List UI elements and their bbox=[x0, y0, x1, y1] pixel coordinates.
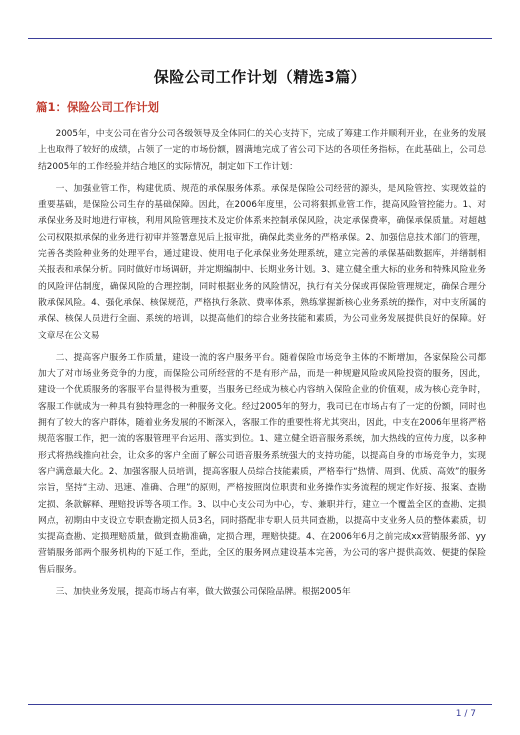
document-body bbox=[38, 126, 486, 606]
paragraph-section-2: 二、提高客户服务工作质量，建设一流的客户服务平台。随着保险市场竞争主体的不断增加，各家保险公司都加大了对市场业务竞争的力度，而保险公司所经营的不是有形产品，而是一种规避风险或风险投资的服务，因此，建设一个优质服务的客服平台显得极为重要，当服务已经成为核心内容纳入保险企业的价值观，成为核心竞争时，客服工作就成为一种具有独特理念的一种服务文化。经过2005年的努力，我司已在市场占有了一定的份额，同时也拥有了较大的客户群体，随着业务发展的不断深入，客服工作的重要性将尤其突出，因此，中支在2006年里将严格规范客服工作，把一流的客服管理平台运用、落实到位。1、建立健全语音服务系统，加大热线的宣传力度，以多种形式将热线推向社会，让众多的客户全面了解公司语音服务系统强大的支持功能，以提高自身的市场竞争力，实现客户满意最大化。2、加强客服人员培训，提高客服人员综合技能素质，严格奉行“热情、周到、优质、高效”的服务宗旨，坚持“主动、迅速、准确、合理”的原则，严格按照岗位职责和业务操作实务流程的规定作好接、报案、查勘定损、条款解释、理赔投诉等各项工作。3、以中心支公司为中心，专、兼职并行，建立一个覆盖全区的查勘、定损网点，初期由中支设立专职查勘定损人员3名，同时搭配非专职人员共同查勘，以提高中支业务人员的整体素质，切实提高查勘、定损理赔质量，做到查勘准确，定损合理，理赔快捷。4、在2006年6月之前完成xx营销服务部、yy营销服务部两个服务机构的下延工作，至此，全区的服务网点建设基本完善，为公司的客户提供高效、便捷的保险售后服务。 bbox=[38, 352, 486, 575]
document-title: 保险公司工作计划（精选3篇） bbox=[153, 68, 367, 86]
section-heading: 篇1：保险公司工作计划 bbox=[36, 100, 160, 114]
paragraph-section-1: 一、加强业管工作，构建优质、规范的承保服务体系。承保是保险公司经营的源头，是风险管控、实现效益的重要基础，是保险公司生存的基础保障。因此，在2006年度里，公司将狠抓业管工作，提高风险管控能力。1、对承保业务及时地进行审核，利用风险管理技术及定价体系来控制承保风险，决定承保费率，确保承保质量。对超越公司权限拟承保的业务进行初审并签署意见后上报审批，确保此类业务的严格承保。2、加强信息技术部门的管理，完善各类险种业务的处理平台，通过建设、使用电子化承保业务处理系统，建立完善的承保基础数据库，并缮制相关报表和承保分析。同时做好市场调研，并定期编制中、长期业务计划。3、建立健全重大标的业务和特殊风险业务的风险评估制度，确保风险的合理控制，同时根据业务的风险情况，执行有关分保或再保险管理规定，确保合理分散承保风险。4、强化承保、核保规范，严格执行条款、费率体系，熟练掌握新核心业务系统的操作，对中支所属的承保、核保人员进行全面、系统的培训，以提高他们的综合业务技能和素质，为公司业务发展提供良好的保障。好文章尽在公文易 bbox=[38, 183, 486, 341]
header-rule bbox=[28, 38, 492, 39]
paragraph-intro: 2005年，中支公司在省分公司各级领导及全体同仁的关心支持下，完成了筹建工作并顺利开业，在业务的发展上也取得了较好的成绩，占领了一定的市场份额，圆满地完成了省公司下达的各项任务指标，在此基础上，公司总结2005年的工作经验并结合地区的实际情况，制定如下工作计划： bbox=[38, 129, 486, 172]
page-indicator: 1 / 7 bbox=[455, 709, 476, 719]
footer-rule bbox=[28, 704, 492, 705]
paragraph-section-3: 三、加快业务发展，提高市场占有率，做大做强公司保险品牌。根据2005年 bbox=[55, 587, 351, 598]
